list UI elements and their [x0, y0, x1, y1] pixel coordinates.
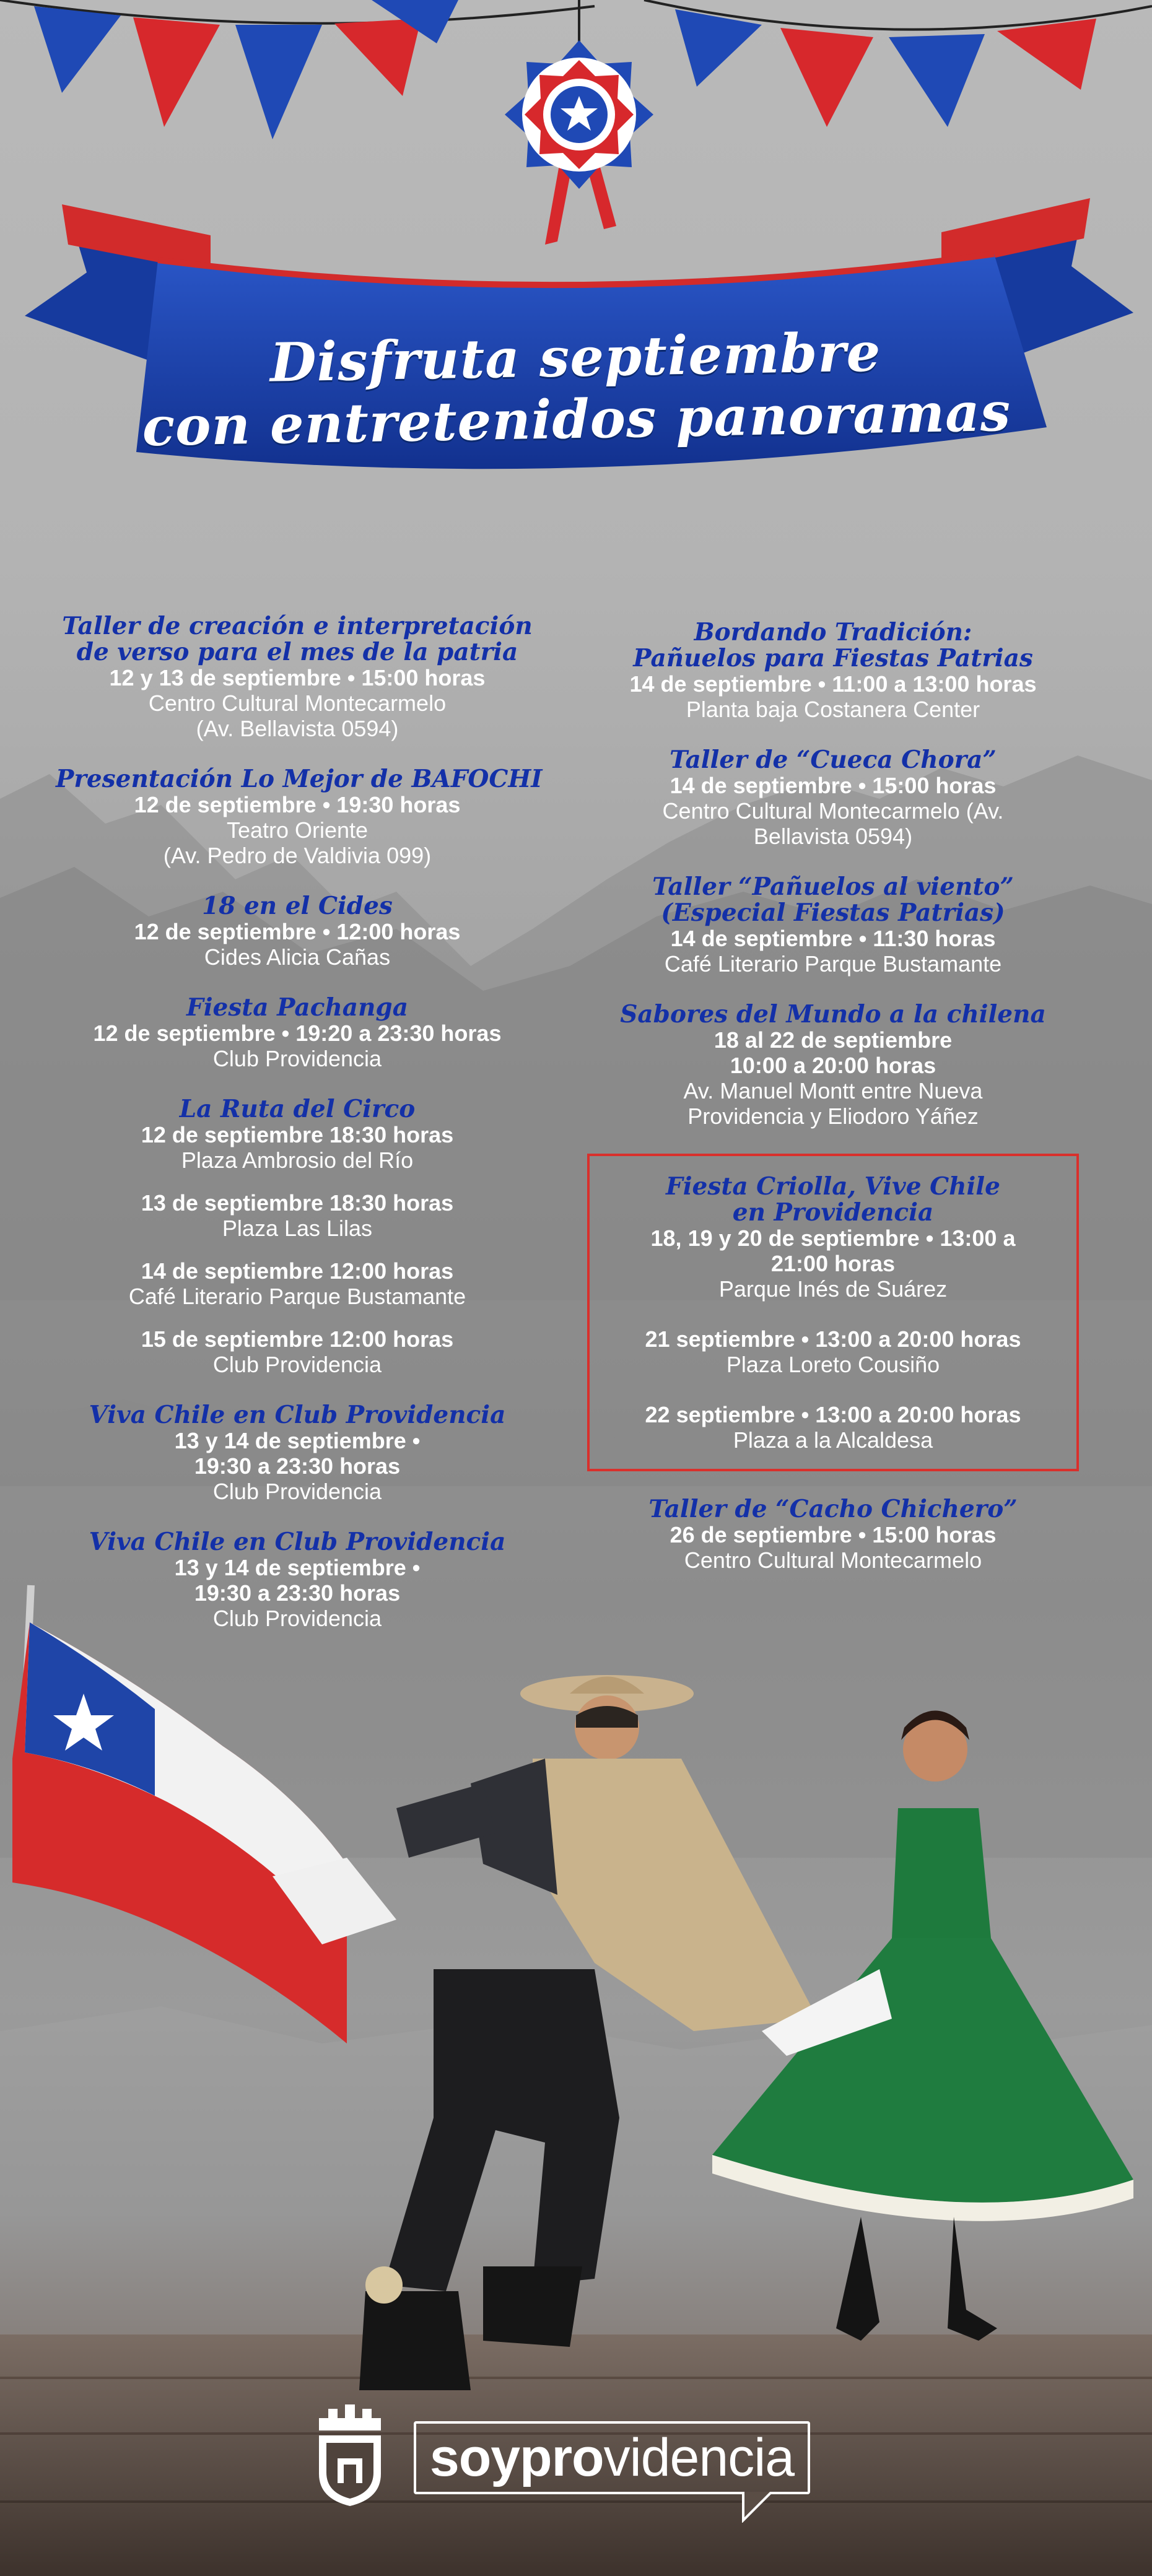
event-bordando-tradicion [595, 619, 1071, 722]
logo-text-light: videncia [603, 2428, 795, 2487]
event-place-address: Bellavista 0594) [753, 824, 913, 849]
event-date: 26 de septiembre • 15:00 horas [670, 1522, 997, 1547]
event-place: Planta baja Costanera Center [686, 697, 980, 722]
session [596, 1225, 1070, 1302]
rosette-icon [505, 0, 653, 245]
event-ruta-circo [56, 1096, 539, 1377]
event-taller-verso [56, 613, 539, 741]
event-title: Fiesta Pachanga [186, 993, 408, 1022]
session [56, 1258, 539, 1309]
municipal-crest-icon [313, 2400, 387, 2508]
right-events-column [595, 619, 1071, 1598]
event-viva-chile-2 [56, 1529, 539, 1631]
session-date: 12 de septiembre 18:30 horas [141, 1122, 454, 1147]
event-viva-chile-1 [56, 1402, 539, 1504]
event-date: 14 de septiembre • 11:30 horas [670, 926, 996, 951]
session-date: 14 de septiembre 12:00 horas [141, 1258, 454, 1284]
session-place: Plaza Loreto Cousiño [726, 1352, 940, 1377]
banner-title-line1: Disfruta septiembre [269, 321, 882, 394]
session-place: Parque Inés de Suárez [718, 1276, 948, 1302]
session-place: Plaza Ambrosio del Río [181, 1147, 414, 1173]
session [596, 1326, 1070, 1377]
session [56, 1326, 539, 1377]
event-time: 19:30 a 23:30 horas [194, 1453, 401, 1479]
event-date: 13 y 14 de septiembre • [174, 1428, 421, 1453]
highlight-event-box [587, 1154, 1079, 1471]
event-date: 12 de septiembre • 19:30 horas [134, 792, 461, 817]
session [56, 1190, 539, 1241]
event-date: 13 y 14 de septiembre • [174, 1555, 421, 1580]
session-place: Plaza Las Lilas [222, 1216, 373, 1241]
event-fiesta-criolla [596, 1173, 1070, 1453]
event-title: Presentación Lo Mejor de BAFOCHI [56, 765, 543, 793]
session-place: Plaza a la Alcaldesa [733, 1427, 933, 1453]
event-panuelos-viento [595, 874, 1071, 977]
event-place-address: (Av. Bellavista 0594) [196, 716, 399, 741]
event-cides [56, 893, 539, 970]
event-place: Café Literario Parque Bustamante [664, 951, 1002, 977]
event-cueca-chora [595, 747, 1071, 849]
session-place: Café Literario Parque Bustamante [128, 1284, 466, 1309]
session [56, 1122, 539, 1173]
event-pachanga [56, 994, 539, 1071]
event-place: Club Providencia [212, 1479, 382, 1504]
event-title: Taller “Pañuelos al viento” (Especial Fiestas Patrias) [652, 872, 1014, 927]
event-place-cont: Providencia y Eliodoro Yáñez [687, 1103, 979, 1129]
event-place: Cides Alicia Cañas [204, 944, 391, 970]
event-title: Sabores del Mundo a la chilena [620, 1000, 1046, 1029]
banner-title [123, 319, 1029, 458]
event-date: 12 y 13 de septiembre • 15:00 horas [109, 665, 486, 690]
event-title: Fiesta Criolla, Vive Chile en Providencia [666, 1172, 1000, 1227]
event-date: 12 de septiembre • 12:00 horas [134, 919, 461, 944]
session [596, 1402, 1070, 1453]
event-place-address: (Av. Pedro de Valdivia 099) [163, 843, 432, 868]
event-title: Taller de creación e interpretación de verso para el mes de la patria [62, 612, 533, 666]
event-time: 19:30 a 23:30 horas [194, 1580, 401, 1606]
session-date: 15 de septiembre 12:00 horas [141, 1326, 454, 1352]
session-date: 13 de septiembre 18:30 horas [141, 1190, 454, 1216]
event-date: 14 de septiembre • 11:00 a 13:00 horas [629, 671, 1037, 697]
event-time: 10:00 a 20:00 horas [730, 1053, 936, 1078]
event-bafochi [56, 765, 543, 868]
event-sabores-mundo [595, 1001, 1071, 1129]
event-date: 14 de septiembre • 15:00 horas [670, 773, 997, 798]
session-date: 22 septiembre • 13:00 a 20:00 horas [645, 1402, 1021, 1427]
event-title: Viva Chile en Club Providencia [89, 1528, 506, 1556]
event-title: Viva Chile en Club Providencia [89, 1401, 506, 1429]
event-title: Taller de “Cueca Chora” [670, 746, 997, 774]
soyprovidencia-logo [414, 2421, 810, 2494]
session-time: 21:00 horas [770, 1251, 896, 1276]
session-date: 18, 19 y 20 de septiembre • 13:00 a [650, 1225, 1016, 1251]
session-place: Club Providencia [212, 1352, 382, 1377]
event-place: Centro Cultural Montecarmelo [148, 690, 447, 716]
event-place: Teatro Oriente [226, 817, 369, 843]
event-place: Centro Cultural Montecarmelo [684, 1547, 982, 1573]
event-date: 18 al 22 de septiembre [713, 1027, 953, 1053]
event-title: Taller de “Cacho Chichero” [648, 1495, 1018, 1523]
session-date: 21 septiembre • 13:00 a 20:00 horas [645, 1326, 1021, 1352]
logo-text-bold: soypro [429, 2428, 604, 2487]
event-date: 12 de septiembre • 19:20 a 23:30 horas [93, 1020, 502, 1046]
event-cacho-chichero [595, 1496, 1071, 1573]
event-title: 18 en el Cides [202, 892, 393, 920]
event-place: Av. Manuel Montt entre Nueva [683, 1078, 983, 1103]
speech-bubble-tail-icon [741, 2492, 778, 2523]
event-place: Club Providencia [212, 1046, 382, 1071]
left-events-column [56, 612, 543, 1656]
event-place: Centro Cultural Montecarmelo (Av. [662, 798, 1004, 824]
event-title: Bordando Tradición: Pañuelos para Fiestas Patrias [633, 618, 1033, 672]
event-title: La Ruta del Circo [179, 1095, 416, 1123]
banner-title-line2: con entretenidos panoramas [141, 380, 1011, 459]
event-place: Club Providencia [212, 1606, 382, 1631]
